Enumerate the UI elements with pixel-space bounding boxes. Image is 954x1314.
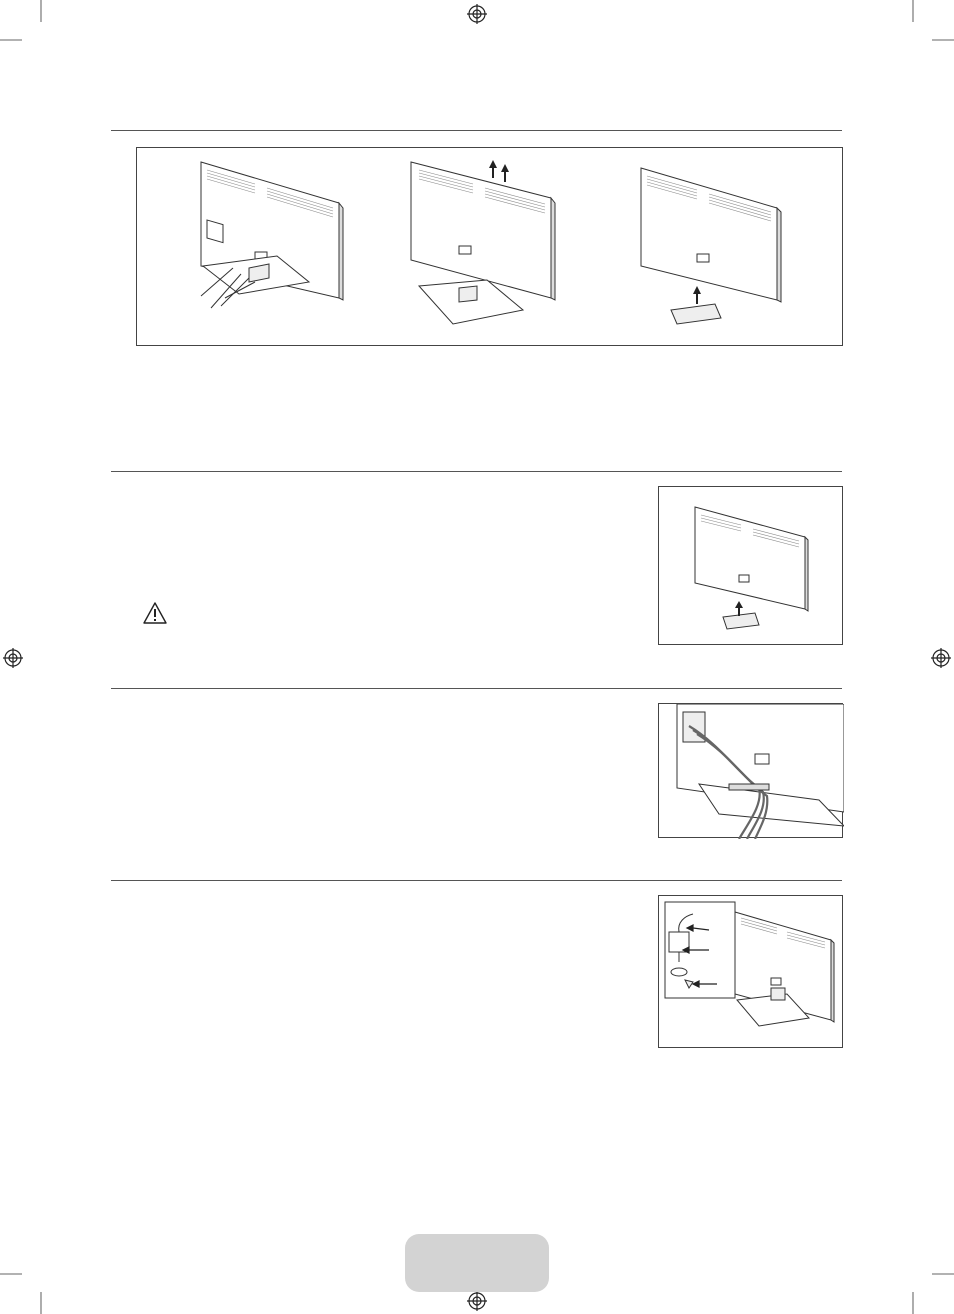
cable-management-figure <box>658 703 843 838</box>
registration-mark-icon <box>3 648 23 668</box>
arrow-up-icon <box>735 601 743 616</box>
tv-with-stand-illustration <box>201 162 343 308</box>
section-rule-1 <box>111 130 842 131</box>
registration-mark-icon <box>931 648 951 668</box>
stand-assembly-figure <box>658 895 843 1048</box>
section-rule-2 <box>111 471 842 472</box>
bracket-figure <box>658 486 843 645</box>
stand-removal-figure <box>136 147 843 346</box>
tv-lift-illustration <box>411 162 555 324</box>
section-rule-4 <box>111 880 842 881</box>
caution-icon <box>142 601 168 625</box>
arrow-up-icon <box>693 286 701 304</box>
registration-mark-icon <box>467 1291 487 1311</box>
arrow-up-icon <box>489 160 509 182</box>
section-rule-3 <box>111 688 842 689</box>
tv-bracket-illustration <box>641 168 781 324</box>
page-number-tab <box>405 1234 549 1292</box>
registration-mark-icon <box>467 4 487 24</box>
